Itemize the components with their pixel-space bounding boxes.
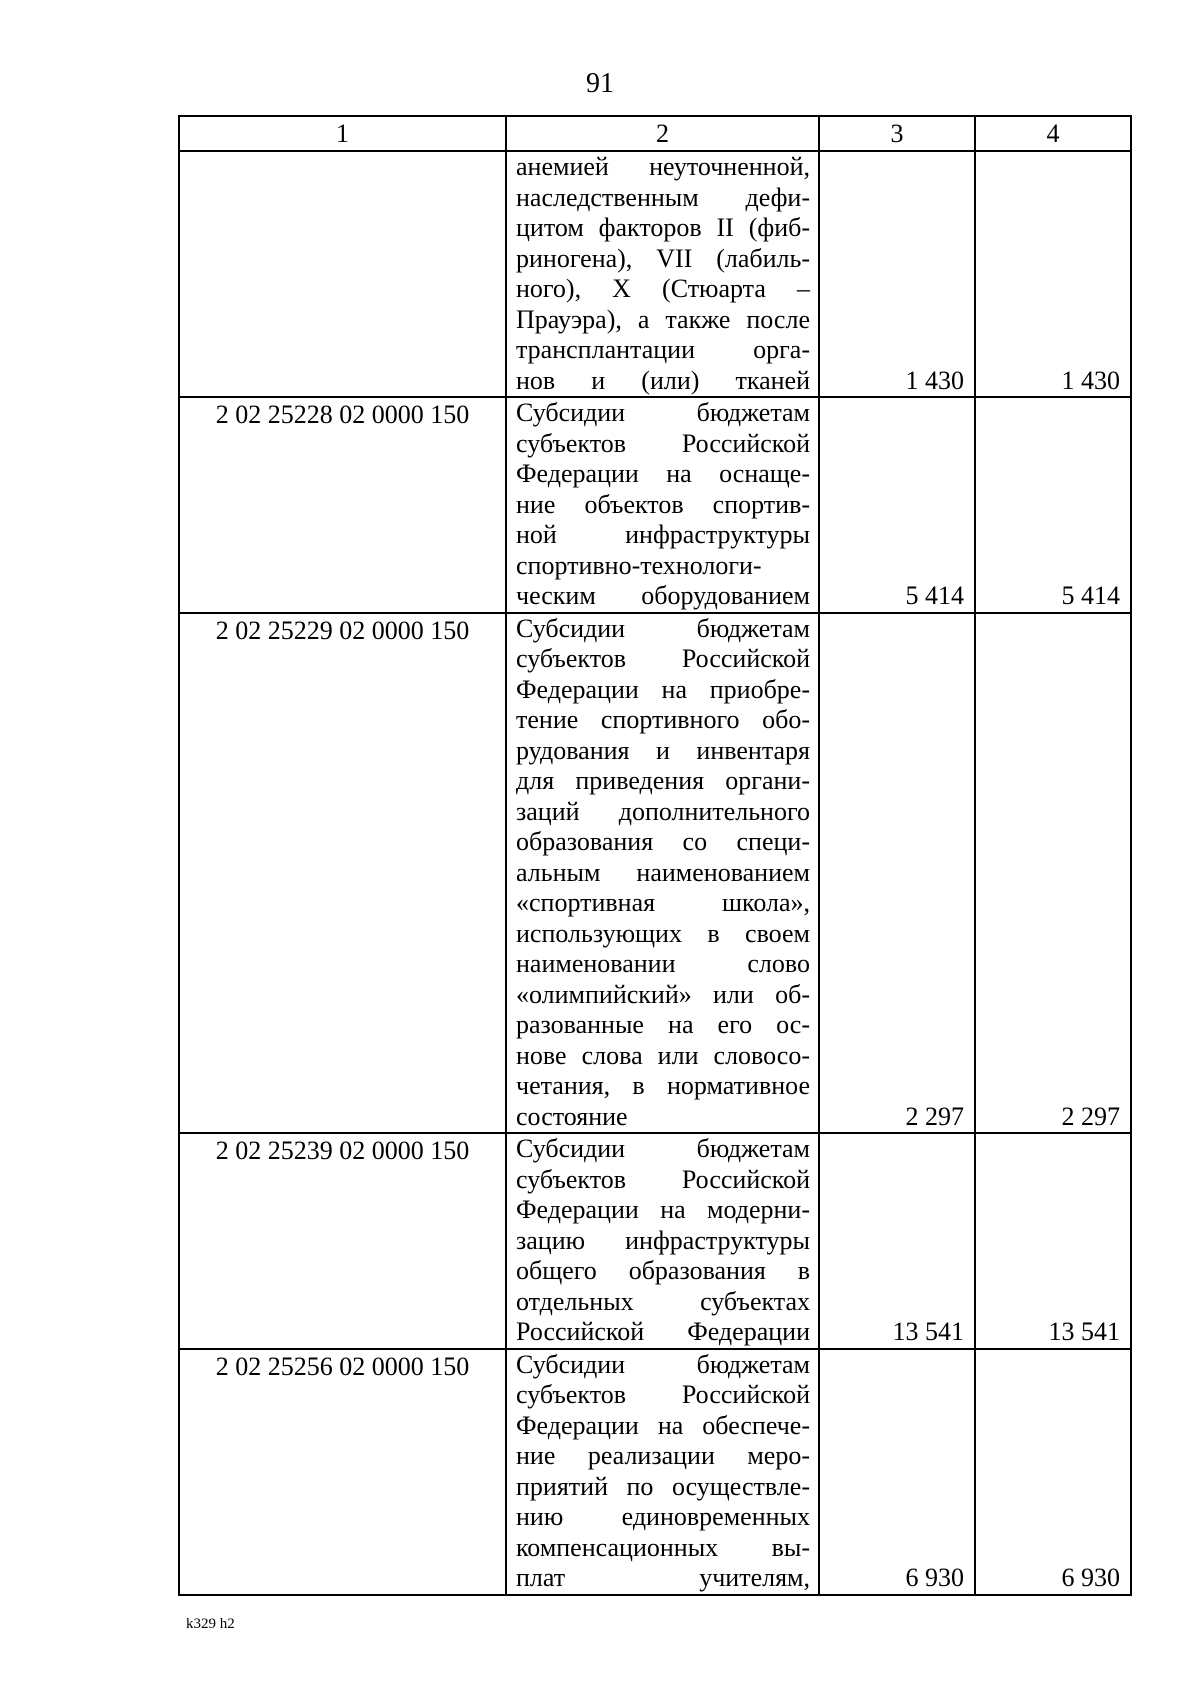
description-line: Субсидии бюджетам [516,1134,810,1163]
description-line: нове слова или словосо- [516,1040,810,1070]
budget-table [178,115,1132,1596]
description-line: четания, в нормативное [516,1071,810,1100]
description-line: Федерации на модерни- [516,1195,810,1224]
revenue-description [506,397,819,613]
header-col-4: 4 [975,116,1131,151]
description-line: анемией неуточненной, [516,152,810,181]
description-line: общего образования в [516,1256,810,1285]
description-line: альным наименованием [516,857,810,887]
amount-col-3: 13 541 [819,1133,975,1349]
amount-col-4: 1 430 [975,151,1131,397]
description-line: наследственным дефи- [516,182,810,212]
description-line: Прауэра), а также после [516,304,810,334]
description-line: субъектов Российской [516,1380,810,1409]
classification-code [179,151,506,397]
description-line: субъектов Российской [516,1164,810,1194]
description-line: ние объектов спортив- [516,489,810,519]
description-line: Федерации на приобре- [516,674,810,704]
amount-col-3: 5 414 [819,397,975,613]
description-line: отдельных субъектах [516,1286,810,1316]
description-line: спортивно-технологи- [516,550,762,580]
header-col-2: 2 [506,116,819,151]
amount-col-4: 6 930 [975,1349,1131,1595]
description-line: плат учителям, [516,1563,810,1592]
description-line: тение спортивного обо- [516,705,810,734]
description-line: Федерации на оснаще- [516,459,810,488]
description-line: Российской Федерации [516,1317,810,1346]
amount-col-3: 6 930 [819,1349,975,1595]
description-line: приятий по осуществле- [516,1471,810,1501]
table-row [179,397,1131,613]
header-col-1: 1 [179,116,506,151]
amount-col-3: 2 297 [819,613,975,1134]
revenue-description [506,1349,819,1595]
revenue-description [506,151,819,397]
description-line: трансплантации орга- [516,335,810,364]
description-line: ной инфраструктуры [516,520,810,549]
header-row [179,116,1131,151]
table-row [179,613,1131,1134]
description-line: рудования и инвентаря [516,735,810,765]
amount-col-3: 1 430 [819,151,975,397]
revenue-description [506,613,819,1134]
description-line: заций дополнительного [516,796,810,826]
description-line: Субсидии бюджетам [516,398,810,427]
description-line: нов и (или) тканей [516,365,810,395]
classification-code: 2 02 25256 02 0000 150 [179,1349,506,1595]
description-line: использующих в своем [516,918,810,948]
description-line: разованные на его ос- [516,1010,810,1039]
revenue-description [506,1133,819,1349]
header-col-3: 3 [819,116,975,151]
description-line: Субсидии бюджетам [516,613,810,643]
amount-col-4: 5 414 [975,397,1131,613]
description-line: нию единовременных [516,1502,810,1531]
description-line: состояние [516,1101,628,1131]
table-row [179,1133,1131,1349]
footer-code: k329 h2 [186,1616,235,1632]
description-line: «спортивная школа», [516,888,810,917]
page-number: 91 [586,68,614,99]
amount-col-4: 13 541 [975,1133,1131,1349]
description-line: субъектов Российской [516,644,810,673]
description-line: компенсационных вы- [516,1532,810,1562]
description-line: для приведения органи- [516,766,810,795]
description-line: образования со специ- [516,827,810,856]
description-line: зацию инфраструктуры [516,1225,810,1255]
classification-code: 2 02 25229 02 0000 150 [179,613,506,1134]
classification-code: 2 02 25228 02 0000 150 [179,397,506,613]
table-row [179,151,1131,397]
description-line: ческим оборудованием [516,581,810,610]
description-line: риногена), VII (лабиль- [516,243,810,273]
description-line: цитом факторов II (фиб- [516,213,810,242]
description-line: Федерации на обеспече- [516,1410,810,1440]
description-line: ного), X (Стюарта – [516,274,810,303]
description-line: наименовании слово [516,949,810,978]
amount-col-4: 2 297 [975,613,1131,1134]
table-row [179,1349,1131,1595]
description-line: «олимпийский» или об- [516,979,810,1009]
description-line: ние реализации меро- [516,1441,810,1470]
classification-code: 2 02 25239 02 0000 150 [179,1133,506,1349]
description-line: Субсидии бюджетам [516,1349,810,1379]
description-line: субъектов Российской [516,428,810,458]
